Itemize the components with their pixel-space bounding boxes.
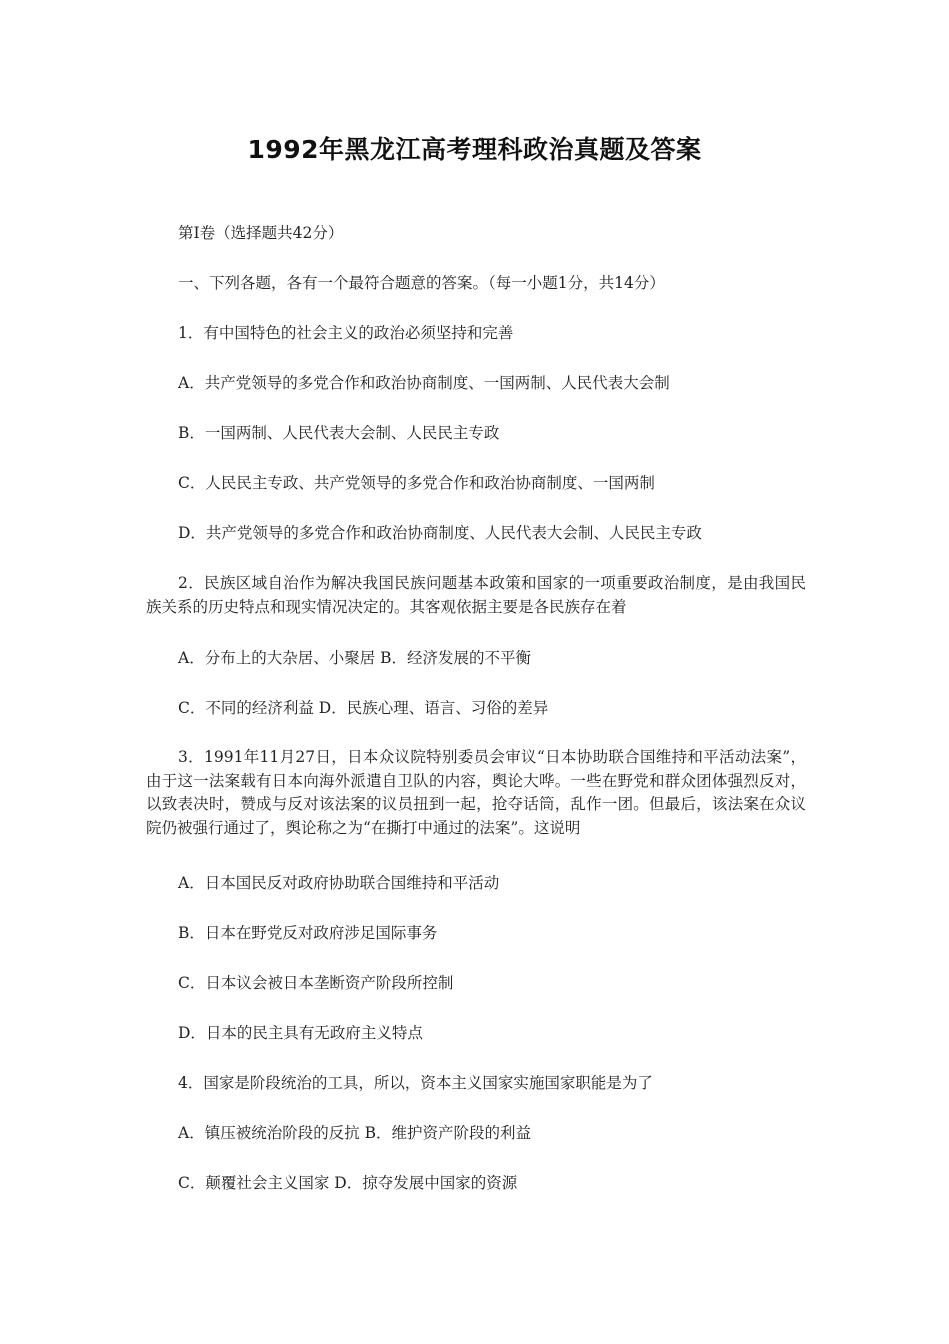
part-instructions: 一、下列各题，各有一个最符合题意的答案。（每一小题1分，共14分） [178,274,665,292]
page-title: 1992年黑龙江高考理科政治真题及答案 [247,135,702,164]
question-2-stem: 2．民族区域自治作为解决我国民族问题基本政策和国家的一项重要政治制度，是由我国民族关系的历史特点和现实情况决定的。其客观依据主要是各民族存在着 [146,574,806,616]
question-1-option-b: B．一国两制、人民代表大会制、人民民主专政 [178,424,500,442]
section-heading: 第Ⅰ卷（选择题共42分） [178,224,344,242]
question-4-options-ab: A．镇压被统治阶段的反抗 B．维护资产阶段的利益 [178,1124,532,1142]
question-4-options-cd: C．颠覆社会主义国家 D．掠夺发展中国家的资源 [178,1174,518,1192]
question-1-option-d: D．共产党领导的多党合作和政治协商制度、人民代表大会制、人民民主专政 [178,524,702,542]
question-1-stem: 1．有中国特色的社会主义的政治必须坚持和完善 [178,324,514,342]
question-3-option-d: D．日本的民主具有无政府主义特点 [178,1024,423,1042]
question-3-option-c: C．日本议会被日本垄断资产阶段所控制 [178,974,454,992]
question-3-option-a: A．日本国民反对政府协助联合国维持和平活动 [178,874,500,892]
question-4-stem: 4．国家是阶段统治的工具，所以，资本主义国家实施国家职能是为了 [178,1074,653,1092]
question-3-stem: 3．1991年11月27日，日本众议院特别委员会审议“日本协助联合国维持和平活动法案”，由于这一法案载有日本向海外派遣自卫队的内容，舆论大哗。一些在野党和群众团体强烈反对，以致表决时，赞成与反对该法案的议员扭到一起，抢夺话筒，乱作一团。但最后，该法案在众议院仍被强行通过了，舆论称之为“在撕打中通过的法案”。这说明 [146,748,806,837]
question-2-options-ab: A．分布上的大杂居、小聚居 B．经济发展的不平衡 [178,649,532,667]
question-3-option-b: B．日本在野党反对政府涉足国际事务 [178,924,438,942]
question-2-options-cd: C．不同的经济利益 D．民族心理、语言、习俗的差异 [178,699,549,717]
question-1-option-a: A．共产党领导的多党合作和政治协商制度、一国两制、人民代表大会制 [178,374,670,392]
question-1-option-c: C．人民民主专政、共产党领导的多党合作和政治协商制度、一国两制 [178,474,655,492]
